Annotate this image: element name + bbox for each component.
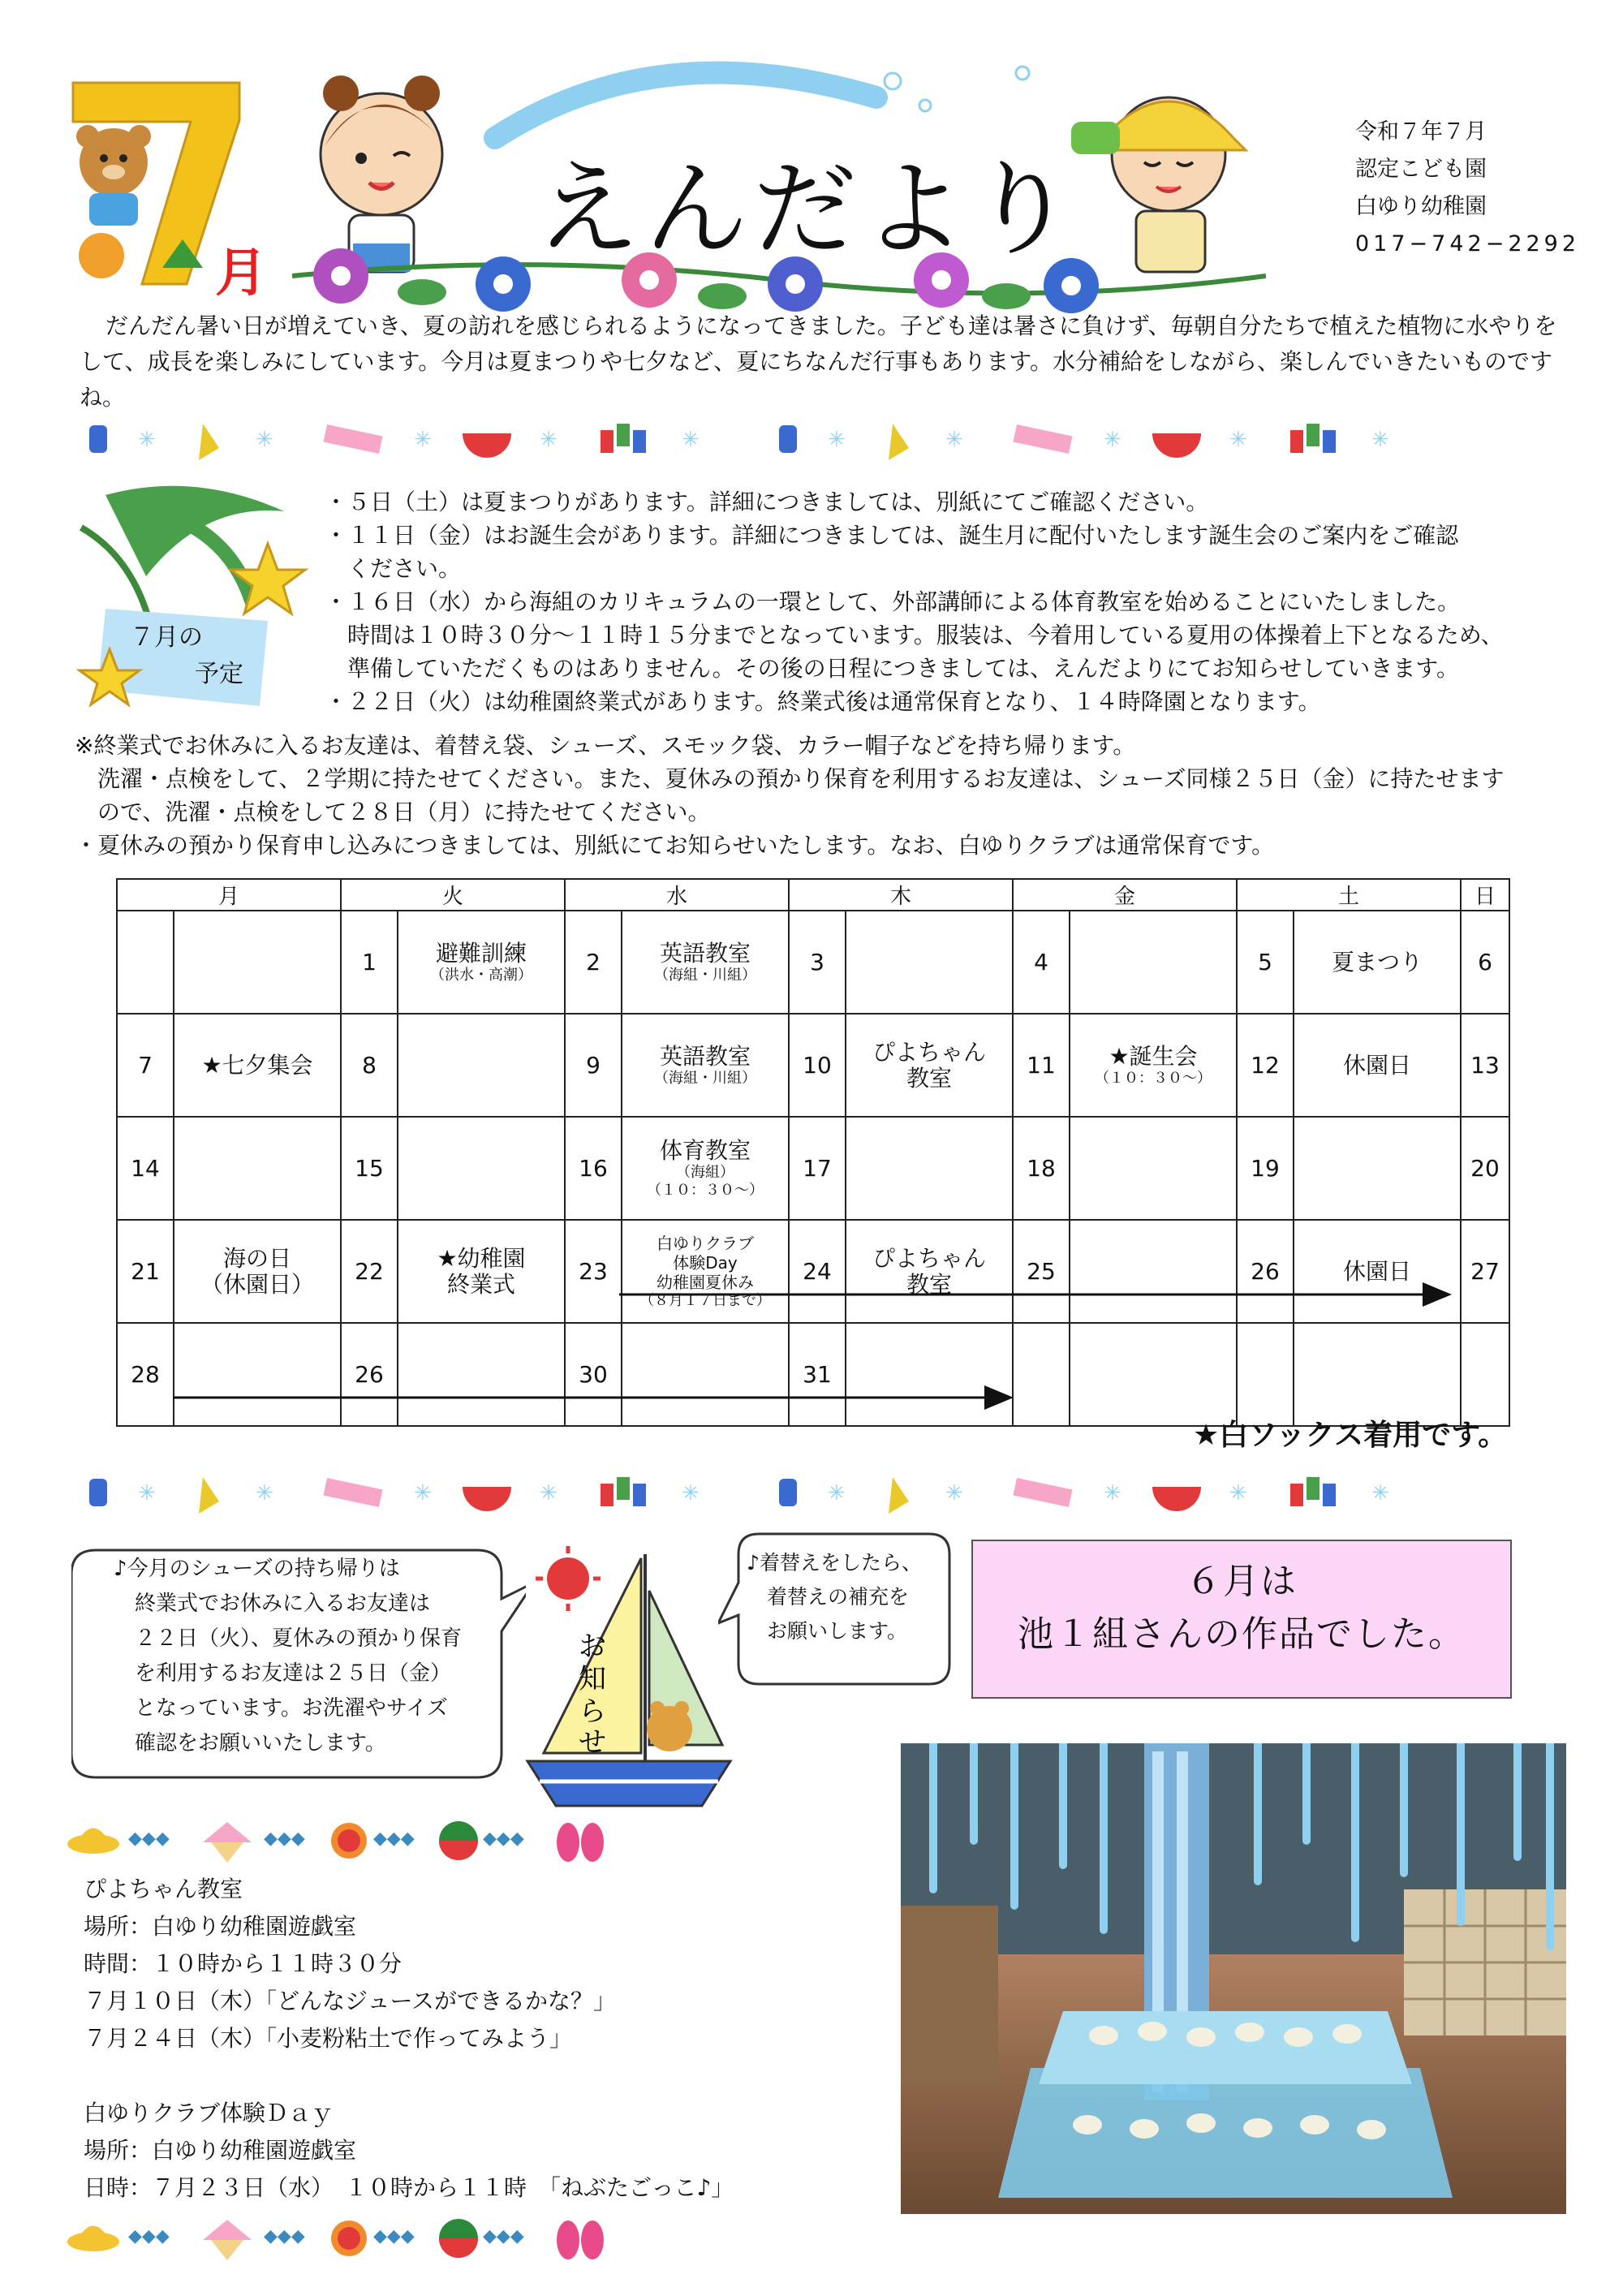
svg-text:✳: ✳ (682, 428, 700, 452)
calendar-event-text: 体験Day (673, 1252, 738, 1273)
svg-text:お: お (579, 1630, 606, 1663)
calendar-date (1461, 1323, 1509, 1426)
calendar-date: 26 (1237, 1220, 1294, 1323)
calendar-date: 26 (341, 1323, 398, 1426)
calendar-date: 8 (341, 1014, 398, 1117)
info-line (84, 2057, 734, 2095)
calendar-event (1070, 1014, 1237, 1117)
calendar-date: 17 (789, 1117, 846, 1220)
list-item: ・１１日（金）はお誕生会があります。詳細につきましては、誕生月に配付いたします誕生会のご案内をご確認 (325, 522, 1459, 549)
svg-text:✳: ✳ (138, 428, 156, 452)
intro-paragraph: だんだん暑い日が増えていき、夏の訪れを感じられるようになってきました。子ども達は暑さに負けず、毎朝自分たちで植えた植物に水やりをして、成長を楽しみにしています。今月は夏まつりや七夕など、夏にちなんだ行事もあります。水分補給をしながら、楽しんでいきたいものですね。 (80, 312, 1557, 411)
calendar-week-row (117, 1014, 1509, 1117)
calendar-week-row (117, 911, 1509, 1014)
calendar-event (398, 1117, 565, 1220)
calendar-event (1294, 1220, 1461, 1323)
svg-text:✳: ✳ (540, 428, 558, 452)
calendar-event-text: 幼稚園夏休み (657, 1272, 754, 1292)
calendar-week-row (117, 1117, 1509, 1220)
svg-text:◆◆◆: ◆◆◆ (264, 1829, 305, 1849)
calendar-date: 30 (565, 1323, 622, 1426)
bubble-line: ２２日（火）、夏休みの預かり保育 (114, 1626, 463, 1651)
calendar-event (622, 911, 789, 1014)
calendar-event (622, 1220, 789, 1323)
calendar-event-text: 白ゆりクラブ (657, 1233, 754, 1253)
calendar-event (622, 1117, 789, 1220)
org-name: 白ゆり幼稚園 (1355, 194, 1487, 219)
calendar-date: 10 (789, 1014, 846, 1117)
calendar-event (1294, 1014, 1461, 1117)
calendar-event-text: （休園日） (200, 1270, 314, 1298)
issue-date: 令和７年７月 (1355, 119, 1487, 144)
calendar-date: 28 (117, 1323, 174, 1426)
calendar-event-text: 夏まつり (1331, 948, 1423, 976)
info-line: ７月２４日（木）「小麦粉粘土で作ってみよう」 (84, 2025, 573, 2052)
classroom-artwork-photo (901, 1743, 1566, 2214)
day-header: 木 (789, 879, 1013, 911)
calendar-event (174, 1323, 341, 1426)
svg-text:◆◆◆: ◆◆◆ (373, 1829, 415, 1849)
june-artwork-box (971, 1540, 1512, 1699)
calendar-event-text: （１０：３０～） (647, 1181, 764, 1199)
svg-text:✳: ✳ (256, 428, 273, 452)
calendar-date: 27 (1461, 1220, 1509, 1323)
calendar-date (117, 911, 174, 1014)
calendar-table (116, 878, 1510, 1427)
bubble-line: ♪今月のシューズの持ち帰りは (114, 1557, 400, 1581)
june-line2: 池１組さんの作品でした。 (1018, 1613, 1466, 1655)
calendar-event (398, 1323, 565, 1426)
calendar-event (622, 1014, 789, 1117)
svg-text:ら: ら (579, 1695, 606, 1728)
org-type: 認定こども園 (1355, 157, 1487, 182)
calendar-event (174, 1117, 341, 1220)
sailboat-icon (511, 1542, 738, 1818)
calendar-date: 6 (1461, 911, 1509, 1014)
calendar-date: 11 (1013, 1014, 1070, 1117)
info-line: ぴよちゃん教室 (84, 1876, 243, 1902)
summer-icons-row (65, 1810, 755, 1867)
calendar-date: 1 (341, 911, 398, 1014)
bubble-line: お願いします。 (747, 1619, 908, 1643)
day-header: 金 (1013, 879, 1237, 911)
calendar-event-text: ★七夕集会 (201, 1051, 313, 1079)
calendar-date: 13 (1461, 1014, 1509, 1117)
calendar-date: 4 (1013, 911, 1070, 1014)
schedule-badge (73, 479, 316, 722)
calendar-event-text: ★幼稚園 (437, 1244, 526, 1272)
calendar-event-text: 教室 (906, 1270, 952, 1298)
list-item: ・５日（土）は夏まつりがあります。詳細につきましては、別紙にてご確認ください。 (325, 489, 1209, 515)
day-header: 土 (1237, 879, 1461, 911)
list-item: ・１６日（水）から海組のカリキュラムの一環として、外部講師による体育教室を始めることにいたしました。 (325, 588, 1461, 615)
info-line: 場所：白ゆり幼稚園遊戯室 (84, 1913, 357, 1940)
calendar-event (1294, 911, 1461, 1014)
calendar-event (1294, 1323, 1461, 1426)
svg-text:７月の: ７月の (130, 623, 203, 652)
calendar-event-text: ★誕生会 (1109, 1042, 1198, 1070)
calendar-event (174, 1220, 341, 1323)
calendar-date: 12 (1237, 1014, 1294, 1117)
schedule-list (325, 485, 1558, 718)
calendar-event-text: （海組・川組） (654, 1069, 756, 1087)
calendar-event-text: 英語教室 (659, 939, 751, 967)
bubble-line: 確認をお願いいたします。 (114, 1731, 386, 1755)
calendar-date: 21 (117, 1220, 174, 1323)
bubble-right-text (747, 1546, 922, 1648)
calendar-event (398, 1014, 565, 1117)
list-item: ください。 (325, 555, 462, 582)
list-item: ・２２日（火）は幼稚園終業式があります。終業式後は通常保育となり、１４時降園となります。 (325, 688, 1321, 715)
info-line: 時間：１０時から１１時３０分 (84, 1950, 403, 1977)
calendar-event-text: ぴよちゃん (872, 1244, 986, 1272)
bubble-left-text (114, 1552, 462, 1761)
calendar-event (846, 1220, 1013, 1323)
svg-text:せ: せ (579, 1726, 606, 1759)
calendar-event-text: ぴよちゃん (872, 1038, 986, 1066)
calendar-event-text: 教室 (906, 1064, 952, 1092)
calendar-event-text: （海組・川組） (654, 966, 756, 984)
info-line: ７月１０日（木）「どんなジュースができるかな？」 (84, 1988, 617, 2014)
calendar-date: 25 (1013, 1220, 1070, 1323)
calendar-date: 15 (341, 1117, 398, 1220)
svg-text:◆◆◆: ◆◆◆ (128, 1829, 170, 1849)
calendar-week-row (117, 1220, 1509, 1323)
info-line: 場所：白ゆり幼稚園遊戯室 (84, 2137, 357, 2164)
calendar-event (846, 1117, 1013, 1220)
calendar-event (1070, 1117, 1237, 1220)
note-line: 洗濯・点検をして、２学期に持たせてください。また、夏休みの預かり保育を利用するお友達は、シューズ同様２５日（金）に持たせます (75, 765, 1505, 792)
header-info (1355, 114, 1580, 263)
svg-text:知: 知 (579, 1663, 606, 1695)
day-header: 日 (1461, 879, 1509, 911)
calendar-date: 7 (117, 1014, 174, 1117)
calendar-event (1070, 1220, 1237, 1323)
calendar-event (398, 911, 565, 1014)
calendar-date: 23 (565, 1220, 622, 1323)
calendar-event-text: 体育教室 (659, 1136, 751, 1164)
calendar-event-text: 終業式 (446, 1270, 515, 1298)
note-line: ※終業式でお休みに入るお友達は、着替え袋、シューズ、スモック袋、カラー帽子などを持ち帰ります。 (75, 732, 1136, 759)
list-item: 準備していただくものはありません。その後の日程につきましては、えんだよりにてお知らせしていきます。 (325, 655, 1460, 682)
calendar-date (1013, 1323, 1070, 1426)
calendar-event (846, 1323, 1013, 1426)
calendar-event-text: 休園日 (1342, 1257, 1411, 1285)
calendar-date: 14 (117, 1117, 174, 1220)
calendar-event (398, 1220, 565, 1323)
svg-text:◆◆◆: ◆◆◆ (483, 1829, 524, 1849)
calendar-event-text: （洪水・高潮） (430, 966, 532, 984)
calendar-event (1294, 1117, 1461, 1220)
calendar-header-row (117, 879, 1509, 911)
calendar-date: 31 (789, 1323, 846, 1426)
info-line: 日時：７月２３日（水） １０時から１１時 「ねぶたごっこ♪」 (84, 2174, 734, 2201)
bubble-line: ♪着替えをしたら、 (747, 1551, 922, 1574)
day-header: 月 (117, 879, 341, 911)
calendar-event-text: 英語教室 (659, 1042, 751, 1070)
calendar-date: 22 (341, 1220, 398, 1323)
bubble-line: 着替えの補充を (747, 1585, 910, 1609)
calendar-event-text: （８月１７日まで） (639, 1291, 771, 1309)
calendar-date: 3 (789, 911, 846, 1014)
notes (75, 729, 1584, 862)
calendar-event (174, 1014, 341, 1117)
note-line: ・夏休みの預かり保育申し込みにつきましては、別紙にてお知らせいたします。なお、白ゆりクラブは通常保育です。 (75, 832, 1275, 859)
svg-text:✳: ✳ (414, 428, 432, 452)
star-icon (230, 544, 305, 614)
calendar-date: 18 (1013, 1117, 1070, 1220)
page-title: えんだより (536, 149, 1080, 270)
calendar-date: 16 (565, 1117, 622, 1220)
bubble-line: 終業式でお休みに入るお友達は (114, 1592, 431, 1616)
tanabata-garland-icon (81, 1469, 1526, 1518)
calendar-date: 24 (789, 1220, 846, 1323)
calendar-event-text: 避難訓練 (435, 939, 527, 967)
calendar-event (846, 1014, 1013, 1117)
calendar-date: 5 (1237, 911, 1294, 1014)
calendar-event-text: （海組） (676, 1163, 734, 1181)
summer-icons-row (65, 2208, 755, 2264)
list-item: 時間は１０時３０分～１１時１５分までとなっています。服装は、今着用している夏用の体操着上下となるため、 (325, 622, 1504, 648)
calendar-date: 9 (565, 1014, 622, 1117)
calendar-event (846, 911, 1013, 1014)
calendar-event (622, 1323, 789, 1426)
calendar-date (1237, 1323, 1294, 1426)
calendar-event (174, 911, 341, 1014)
month-label: 月 (215, 243, 267, 304)
calendar-date: 20 (1461, 1117, 1509, 1220)
bubble-line: となっています。お洗濯やサイズ (114, 1696, 448, 1721)
svg-text:7: 7 (65, 73, 66, 74)
socks-note: ★白ソックス着用です。 (1193, 1419, 1508, 1452)
svg-text:予定: 予定 (195, 660, 243, 688)
note-line: ので、洗濯・点検をして２８日（月）に持たせてください。 (75, 799, 711, 825)
info-line: 白ゆりクラブ体験Ｄａｙ (84, 2100, 334, 2126)
boy-character-icon (1071, 97, 1246, 272)
bottom-info (84, 1871, 734, 2207)
day-header: 水 (565, 879, 789, 911)
calendar-event (1070, 1323, 1237, 1426)
calendar-event (1070, 911, 1237, 1014)
calendar-date: 19 (1237, 1117, 1294, 1220)
bubble-line: を利用するお友達は２５日（金） (114, 1661, 452, 1686)
june-line1: ６月は (1186, 1561, 1298, 1602)
tanabata-garland-icon (81, 416, 1526, 464)
phone-number: 017−742−2292 (1355, 231, 1581, 256)
calendar-week-row (117, 1323, 1509, 1426)
calendar-event-text: 休園日 (1342, 1051, 1411, 1079)
calendar-event-text: （１０：３０～） (1095, 1069, 1212, 1087)
calendar-event-text: 海の日 (222, 1244, 291, 1272)
calendar-date: 2 (565, 911, 622, 1014)
girl-character-icon (321, 75, 442, 272)
day-header: 火 (341, 879, 565, 911)
